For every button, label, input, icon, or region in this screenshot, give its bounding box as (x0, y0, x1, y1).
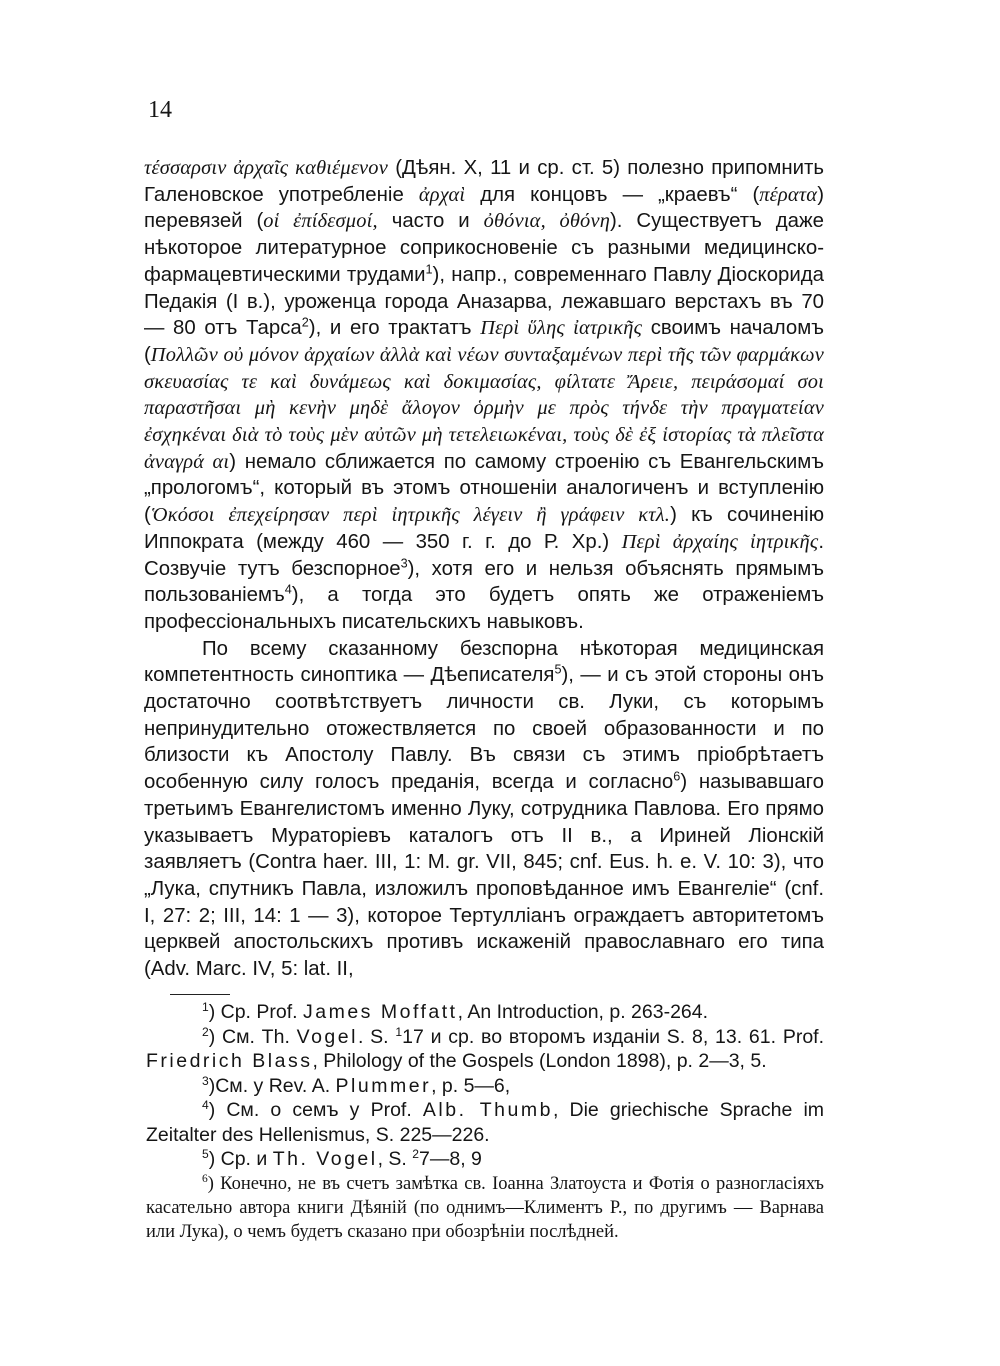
author-name: Friedrich Blass (146, 1050, 313, 1072)
text-run: ). Существуетъ даже нѣкоторое литературное соприкосновеніе съ разными медицинско-фармацевтическими трудами (144, 210, 824, 286)
greek-text: ἀρχαὶ (418, 183, 466, 206)
text-run: ) См. о семъ у Prof. (208, 1099, 423, 1121)
text-run: По всему сказанному безспорна нѣкоторая медицинская компетентность синоптика — Дѣеписателя (144, 637, 824, 687)
footnote-divider (170, 994, 230, 995)
text-run: ) Ср. и (208, 1148, 273, 1170)
text-run: . Созвучіе тутъ безспорное (144, 530, 824, 580)
text-run: ), — и съ этой стороны онъ достаточно соотвѣтствуетъ личности св. Луки, съ которымъ непринудительно отожествляется по своей образованности и по близости къ Апостолу Павлу. Въ связи съ этимъ пріобрѣтаетъ особенную силу голосъ преданія, всегда и согласно (144, 664, 824, 794)
footnote-4 (146, 1098, 824, 1147)
footnote-marker: 3 (400, 555, 408, 570)
footnote-3 (146, 1074, 824, 1099)
greek-text: Πολλῶν οὐ μόνον ἀρχαίων ἀλλὰ καὶ νέων συνταξαμένων περὶ τῆς τῶν φαρμάκων σκευασίας τε καὶ δυνάμεως καὶ δοκιμασίας, φίλτατε Ἄρειε, πειράσομαί σοι παραστῆσαι μὴ κενὴν μηδὲ ἄλογον ὁρμὴν με πρὸς τήνδε τὴν πραγματείαν ἐσχηκέναι διὰ τὸ τοὺς μὲν αὐτῶν μὴ τετελειωκέναι, τοὺς δὲ ἐξ ἱστορίας τὰ πλεῖστα ἀναγρά αι (144, 343, 824, 473)
text-run: ) См. Th. (208, 1025, 297, 1048)
text-run: )См. у Rev. A. (208, 1074, 336, 1097)
footnote-marker: 2 (412, 1146, 419, 1161)
greek-text: Ὁκόσοι ἐπεχείρησαν περὶ ἰητρικῆς λέγειν ἢ γράφειν κτλ. (150, 504, 671, 527)
text-run: , An Introduction, p. 263-264. (457, 1001, 709, 1023)
text-run: (Дѣян. X, 11 и ср. ст. 5) полезно припомнить Галеновское употребленіе (144, 157, 825, 206)
main-text (144, 155, 824, 983)
greek-text: πέρατα (759, 183, 818, 206)
footnote-marker: 1 (425, 262, 433, 277)
text-run: ) Ср. Prof. (208, 1001, 303, 1023)
paragraph-1 (144, 155, 824, 636)
text-run: для концовъ — „краевъ“ ( (465, 183, 760, 206)
text-run: ), а тогда это будетъ опять же отраженіемъ профессіональныхъ писательскихъ навыковъ. (144, 584, 824, 633)
text-run: ) перевязей ( (144, 183, 824, 233)
text-run: , Die griechische Sprache im Zeitalter des Hellenismus, S. 225—226. (146, 1099, 825, 1146)
text-run: ) къ сочиненію Иппократа (между 460 — 350 г. г. до Р. Хр.) (144, 504, 824, 553)
text-run: ), и его трактатъ (308, 317, 481, 340)
footnote-marker: 1 (202, 999, 209, 1014)
footnotes (146, 1000, 824, 1244)
text-run: , S. (377, 1148, 413, 1170)
footnote-6 (146, 1172, 824, 1244)
text-run: ) Конечно, не въ счетъ замѣтка св. Іоанна Златоуста и Фотія о разногласіяхъ касательно автора книги Дѣяній (по однимъ—Климентъ Р., по другимъ — Варнава или Лука), о чемъ будетъ сказано при обозрѣніи послѣдней. (146, 1173, 824, 1242)
text-run: . S. (357, 1025, 396, 1048)
footnote-marker: 4 (202, 1097, 209, 1112)
text-run: ) немало сближается по самому строенію съ Евангельскимъ „прологомъ“, который въ этомъ отношеніи аналогиченъ и вступленію ( (144, 450, 825, 527)
greek-text: ὀθόνια, ὀθόνη (483, 210, 611, 233)
greek-text: Περὶ ὕλης ἰατρικῆς (480, 317, 643, 340)
footnote-marker: 4 (284, 582, 292, 597)
footnote-marker: 5 (554, 662, 562, 677)
author-name: James Moffatt (303, 1001, 458, 1023)
footnote-1 (146, 1000, 824, 1025)
text-run: ), напр., современнаго Павлу Діоскорида Педакія (I в.), уроженца города Аназарва, лежавшаго верстахъ въ 70 — 80 отъ Тарса (144, 263, 825, 340)
text-run: ) называвшаго третьимъ Евангелистомъ именно Луку, сотрудника Павлова. Его прямо указываетъ Мураторіевъ каталогъ отъ II в., а Ириней Ліонскій заявляетъ (Contra haer. III, 1: M. gr. VII, 845; cnf. Eus. h. e. V. 10: 3), что „Лука, спутникъ Павла, изложилъ проповѣданное имъ Евангеліе“ (cnf. I, 27: 2; III, 14: 1 — 3), которое Тертулліанъ ограждаетъ авторитетомъ церквей апостольскихъ противъ искаженій православнаго его типа (Adv. Marc. IV, 5: lat. II, (144, 771, 825, 981)
text-run: 17 и ср. во второмъ изданіи S. 8, 13. 61. Prof. (402, 1025, 825, 1048)
text-run: ), хотя его и нельзя объяснять прямымъ пользованіемъ (144, 557, 824, 607)
text-run: часто и (377, 210, 484, 233)
footnote-2 (146, 1025, 824, 1074)
text-run: , p. 5—6, (431, 1074, 511, 1097)
text-run: 7—8, 9 (419, 1148, 482, 1170)
footnote-marker: 3 (202, 1073, 209, 1088)
footnote-marker: 6 (202, 1172, 208, 1185)
footnote-marker: 6 (673, 769, 681, 784)
footnote-marker: 5 (202, 1146, 209, 1161)
footnote-marker: 2 (301, 315, 309, 330)
greek-text: Περὶ ἀρχαίης ἰητρικῆς (621, 530, 819, 553)
footnote-5 (146, 1147, 824, 1172)
author-name: Vogel (296, 1025, 358, 1048)
text-run: своимъ началомъ ( (144, 317, 824, 366)
footnote-marker: 2 (202, 1024, 209, 1039)
page-number: 14 (148, 97, 172, 123)
text-run: , Philology of the Gospels (London 1898), p. 2—3, 5. (312, 1050, 767, 1072)
author-name: Alb. Thumb (422, 1099, 553, 1121)
footnote-marker: 1 (395, 1024, 403, 1039)
paragraph-2 (144, 636, 824, 983)
author-name: Th. Vogel (272, 1148, 378, 1170)
greek-text: οἱ ἐπίδεσμοί, (263, 210, 378, 233)
author-name: Plummer (335, 1074, 432, 1097)
greek-text: τέσσαρσιν ἀρχαῖς καθιέμενον (144, 157, 388, 179)
